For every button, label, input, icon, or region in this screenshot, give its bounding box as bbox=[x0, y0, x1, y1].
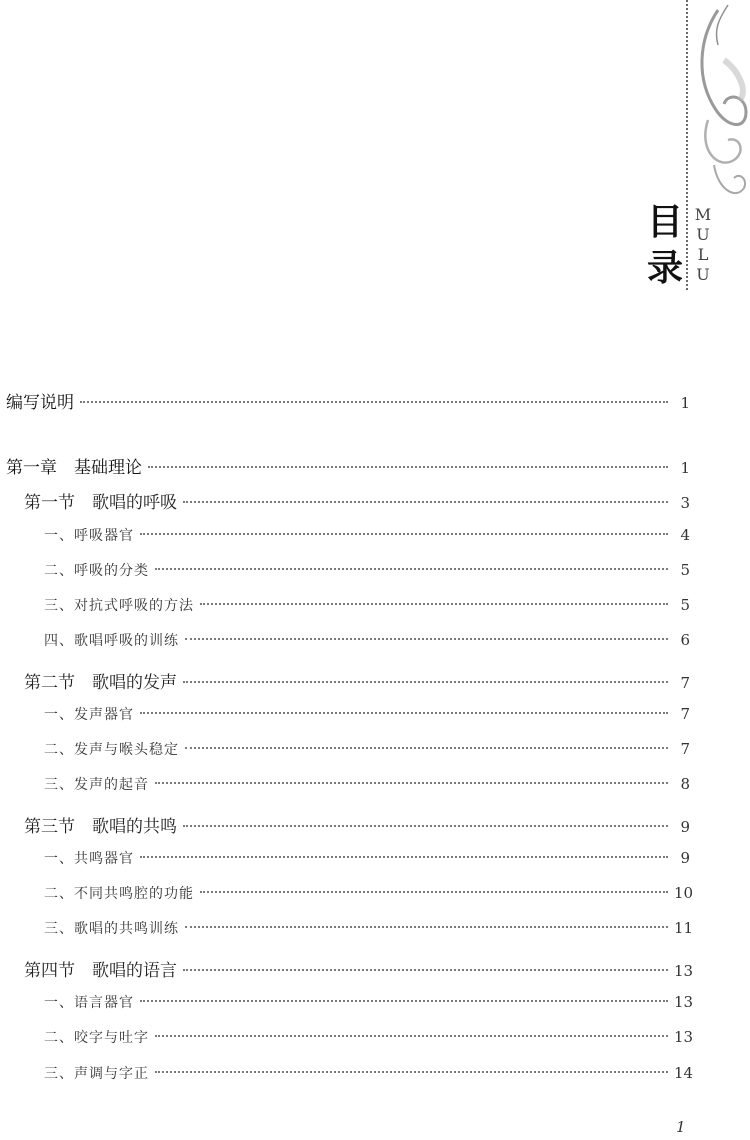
dot-leader bbox=[80, 401, 668, 403]
dot-leader bbox=[183, 681, 668, 683]
dot-leader bbox=[140, 1000, 668, 1002]
toc-label: 第一节 歌唱的呼吸 bbox=[24, 493, 177, 513]
toc-label: 第二节 歌唱的发声 bbox=[24, 673, 177, 693]
toc-entry[interactable] bbox=[44, 883, 694, 913]
toc-entry[interactable] bbox=[6, 453, 690, 483]
dot-leader bbox=[140, 712, 668, 714]
toc-entry[interactable] bbox=[24, 812, 690, 842]
toc-page-number: 3 bbox=[680, 494, 690, 512]
toc-entry[interactable] bbox=[44, 525, 690, 555]
title-char: 录 bbox=[646, 248, 683, 289]
toc-page-number: 4 bbox=[680, 526, 690, 544]
dot-leader bbox=[200, 891, 668, 893]
dot-leader bbox=[185, 926, 668, 928]
toc-entry[interactable] bbox=[24, 956, 694, 986]
toc-page-number: 7 bbox=[680, 674, 690, 692]
title-pinyin bbox=[693, 205, 713, 285]
toc-page-number: 13 bbox=[674, 993, 694, 1011]
toc-entry[interactable] bbox=[24, 668, 690, 698]
toc-entry[interactable] bbox=[44, 630, 690, 660]
page-title bbox=[640, 200, 690, 292]
toc-entry[interactable] bbox=[24, 488, 690, 518]
toc-entry[interactable] bbox=[6, 388, 690, 418]
dot-leader bbox=[183, 825, 668, 827]
toc-page-number: 1 bbox=[680, 394, 690, 412]
toc-page-number: 13 bbox=[674, 962, 694, 980]
dot-leader bbox=[183, 969, 668, 971]
toc-label: 三、对抗式呼吸的方法 bbox=[44, 598, 194, 614]
pinyin-letter: L bbox=[697, 245, 709, 264]
toc-page-number: 9 bbox=[680, 849, 690, 867]
pinyin-letter: U bbox=[696, 225, 710, 244]
toc-page-number: 5 bbox=[680, 561, 690, 579]
toc-entry[interactable] bbox=[44, 848, 690, 878]
toc-entry[interactable] bbox=[44, 1027, 694, 1057]
toc-entry[interactable] bbox=[44, 704, 690, 734]
toc-entry[interactable] bbox=[44, 918, 694, 948]
toc-label: 二、呼吸的分类 bbox=[44, 563, 149, 579]
dot-leader bbox=[140, 856, 668, 858]
dot-leader bbox=[155, 782, 668, 784]
dot-leader bbox=[185, 638, 668, 640]
pinyin-letter: M bbox=[694, 205, 712, 224]
toc-label: 三、声调与字正 bbox=[44, 1066, 149, 1082]
toc-page-number: 1 bbox=[680, 459, 690, 477]
toc-page-number: 10 bbox=[674, 884, 694, 902]
swirl-ornament-icon bbox=[688, 0, 750, 220]
dot-leader bbox=[140, 533, 668, 535]
toc-label: 三、发声的起音 bbox=[44, 777, 149, 793]
toc-label: 一、呼吸器官 bbox=[44, 528, 134, 544]
toc-entry[interactable] bbox=[44, 560, 690, 590]
toc-label: 一、发声器官 bbox=[44, 707, 134, 723]
toc-label: 二、发声与喉头稳定 bbox=[44, 742, 179, 758]
toc-label: 第四节 歌唱的语言 bbox=[24, 961, 177, 981]
dot-leader bbox=[155, 1035, 668, 1037]
toc-entry[interactable] bbox=[44, 739, 690, 769]
toc-entry[interactable] bbox=[44, 1063, 694, 1093]
page-number: 1 bbox=[676, 1118, 686, 1136]
toc-page-number: 8 bbox=[680, 775, 690, 793]
toc-page-number: 5 bbox=[680, 596, 690, 614]
toc-label: 编写说明 bbox=[6, 393, 74, 413]
toc-label: 第三节 歌唱的共鸣 bbox=[24, 817, 177, 837]
toc-page-number: 13 bbox=[674, 1028, 694, 1046]
toc-page-number: 7 bbox=[680, 740, 690, 758]
toc-page-number: 11 bbox=[674, 919, 694, 937]
toc-entry[interactable] bbox=[44, 992, 694, 1022]
toc-label: 三、歌唱的共鸣训练 bbox=[44, 921, 179, 937]
dot-leader bbox=[183, 501, 668, 503]
dot-leader bbox=[185, 747, 668, 749]
toc-label: 一、共鸣器官 bbox=[44, 851, 134, 867]
toc-page-number: 14 bbox=[674, 1064, 694, 1082]
toc-label: 第一章 基础理论 bbox=[6, 458, 142, 478]
toc-entry[interactable] bbox=[44, 774, 690, 804]
dot-leader bbox=[148, 466, 668, 468]
toc-label: 一、语言器官 bbox=[44, 995, 134, 1011]
dot-leader bbox=[200, 603, 668, 605]
title-char: 目 bbox=[646, 202, 683, 243]
toc-label: 四、歌唱呼吸的训练 bbox=[44, 633, 179, 649]
toc-entry[interactable] bbox=[44, 595, 690, 625]
toc-page-number: 7 bbox=[680, 705, 690, 723]
toc-label: 二、咬字与吐字 bbox=[44, 1030, 149, 1046]
pinyin-letter: U bbox=[696, 265, 710, 284]
dot-leader bbox=[155, 1071, 668, 1073]
toc-page-number: 9 bbox=[680, 818, 690, 836]
dot-leader bbox=[155, 568, 668, 570]
toc-label: 二、不同共鸣腔的功能 bbox=[44, 886, 194, 902]
toc-page-number: 6 bbox=[680, 631, 690, 649]
